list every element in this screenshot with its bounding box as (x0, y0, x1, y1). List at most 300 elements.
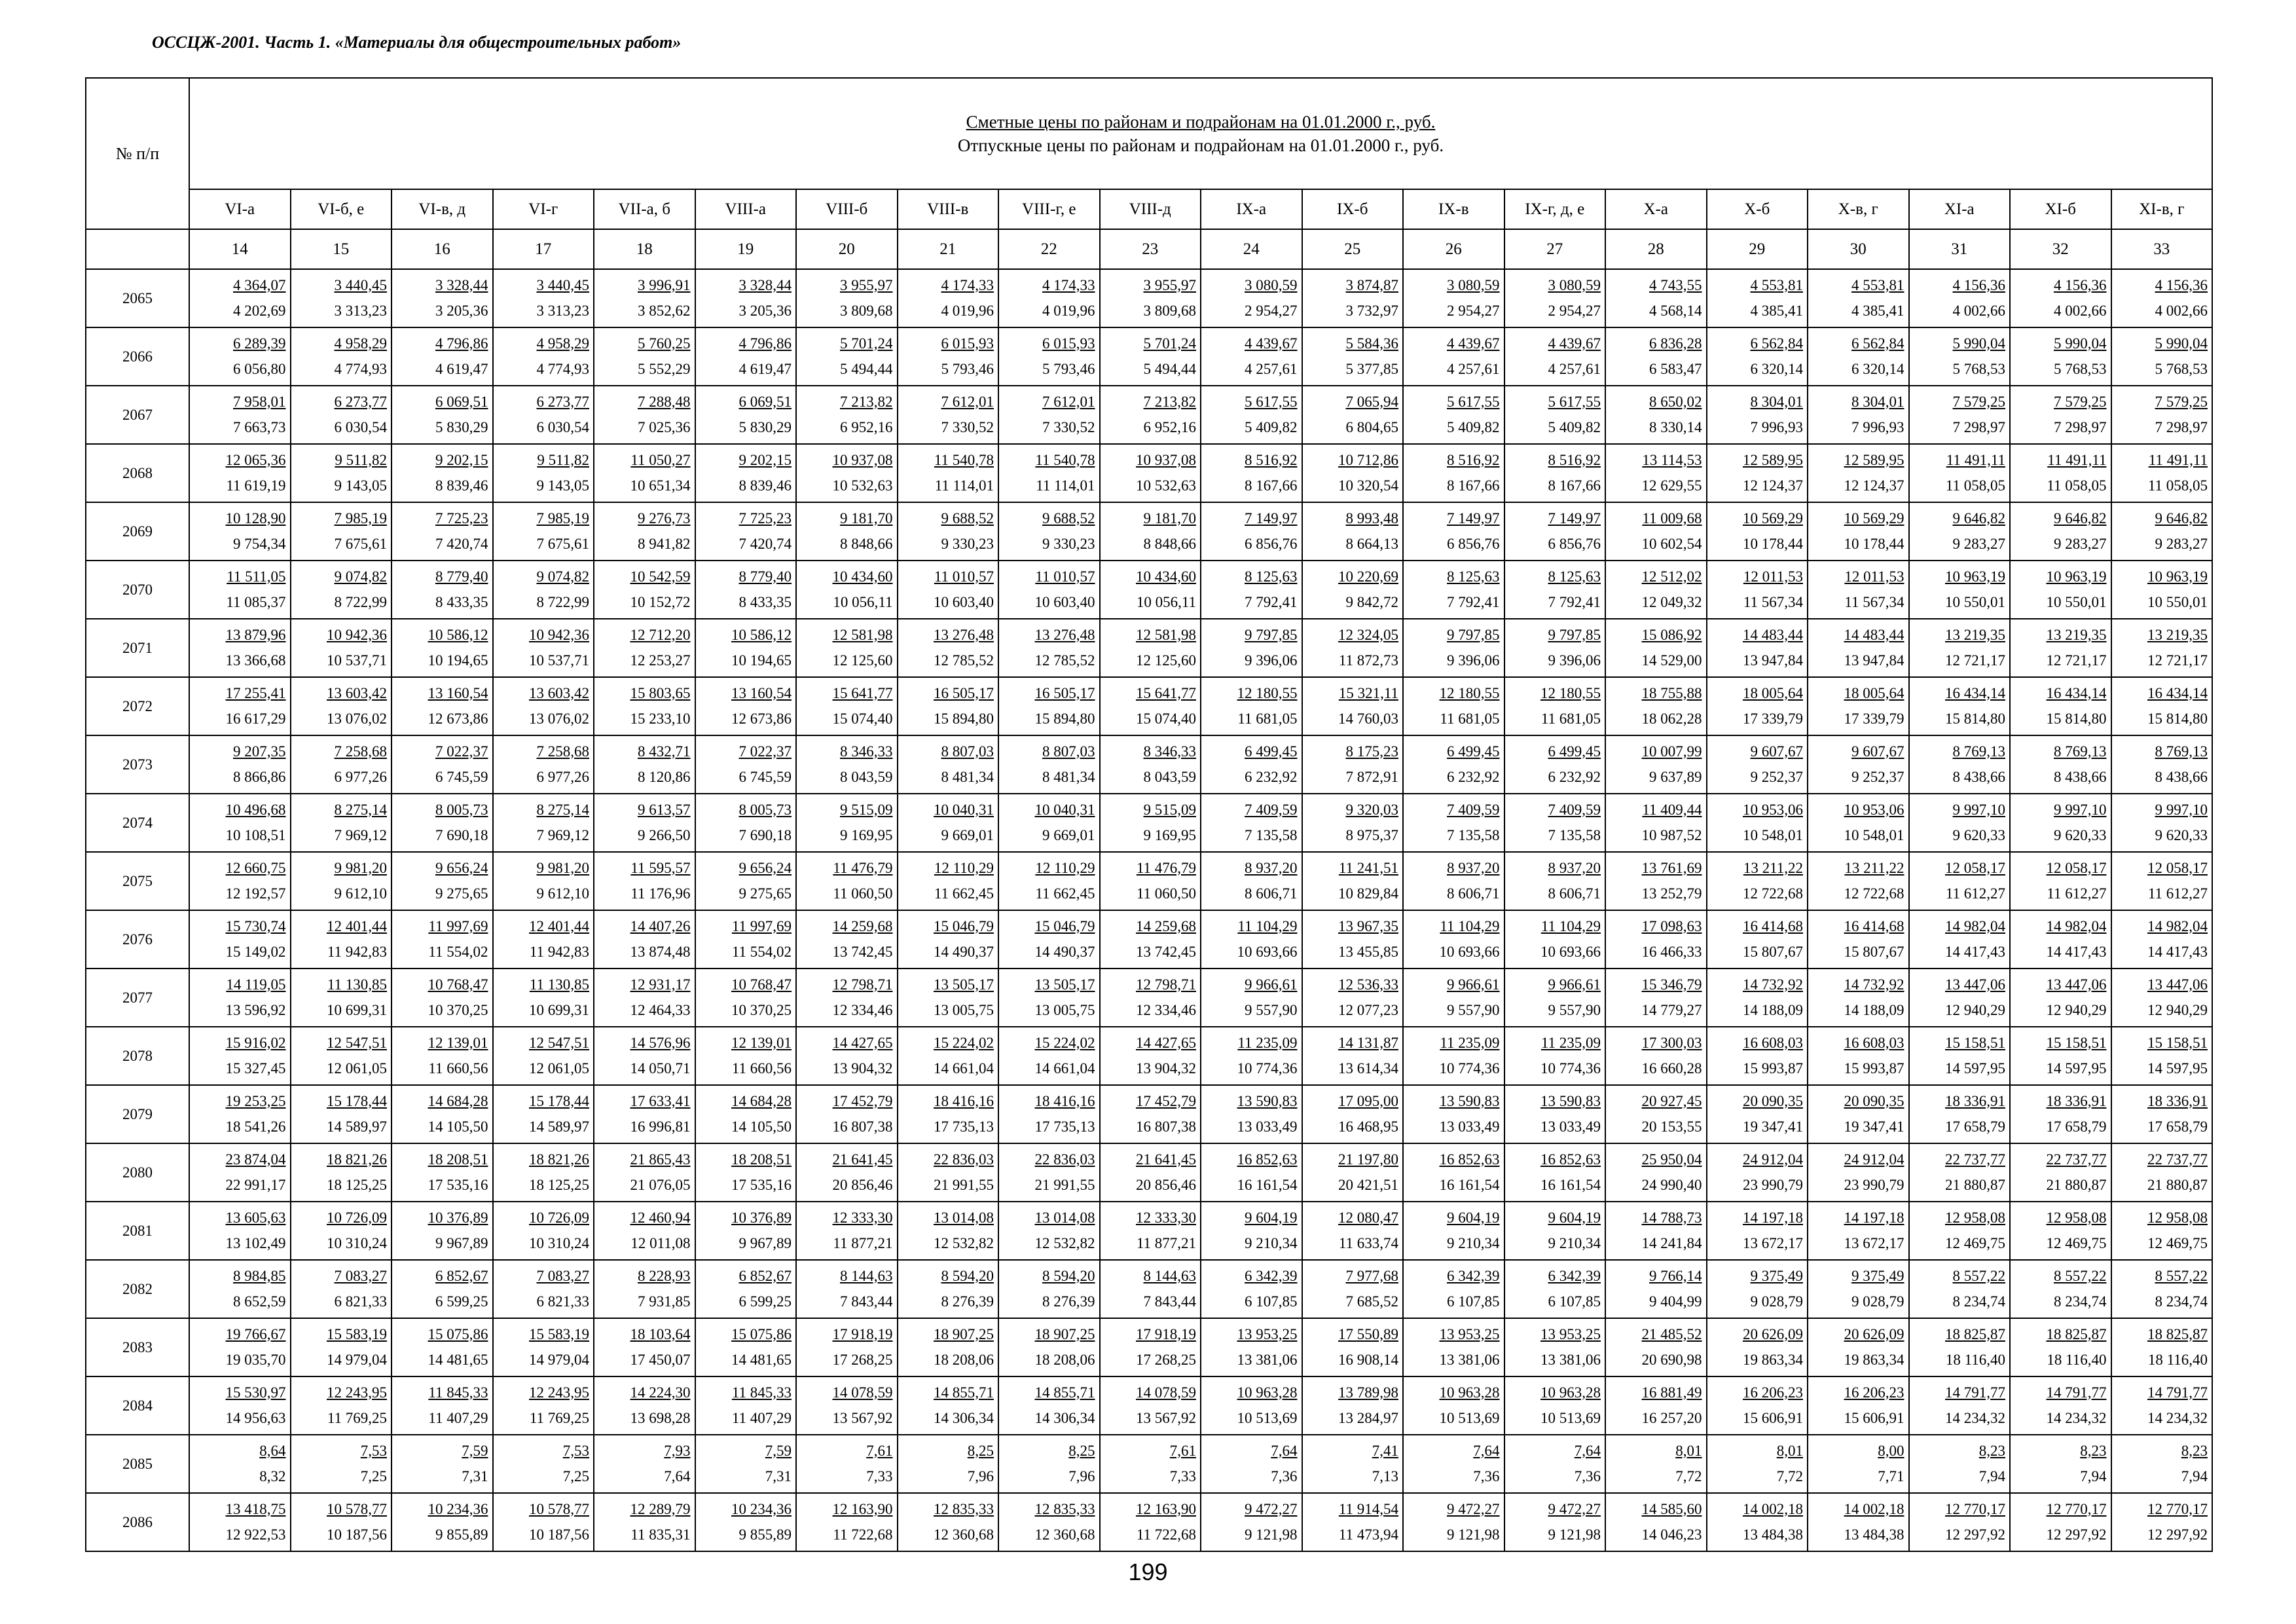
release-price: 4 019,96 (941, 302, 994, 319)
estimate-price: 22 836,03 (1034, 1151, 1095, 1168)
release-price: 3 313,23 (334, 302, 387, 319)
price-cell (1808, 910, 1909, 969)
price-cell (1808, 619, 1909, 677)
estimate-price: 10 963,19 (2147, 568, 2208, 585)
price-cell (1707, 561, 1808, 619)
release-price: 12 077,23 (1338, 1001, 1398, 1018)
release-price: 9 252,37 (1851, 768, 1904, 785)
estimate-price: 4 439,67 (1245, 335, 1298, 352)
price-cell (2111, 619, 2213, 677)
release-price: 6 583,47 (1649, 360, 1702, 377)
release-price: 7 996,93 (1851, 418, 1904, 435)
estimate-price: 12 324,05 (1338, 626, 1398, 643)
estimate-price: 17 633,41 (630, 1092, 691, 1109)
price-cell (998, 1435, 1100, 1493)
release-price: 9 330,23 (1042, 535, 1095, 552)
estimate-price: 15 046,79 (1034, 917, 1095, 934)
estimate-price: 11 235,09 (1440, 1034, 1500, 1051)
price-cell (695, 969, 797, 1027)
release-price: 7,72 (1675, 1467, 1702, 1485)
release-price: 7 298,97 (1952, 418, 2005, 435)
price-cell (1808, 1085, 1909, 1143)
release-price: 9 028,79 (1750, 1293, 1803, 1310)
estimate-price: 12 589,95 (1743, 451, 1803, 468)
price-cell (2111, 269, 2213, 327)
release-price: 10 178,44 (1844, 535, 1904, 552)
release-price: 21 880,87 (1945, 1176, 2005, 1193)
release-price: 16 161,54 (1439, 1176, 1500, 1193)
release-price: 7,71 (1878, 1467, 1904, 1485)
release-price: 14 979,04 (327, 1351, 387, 1368)
estimate-price: 9 202,15 (738, 451, 792, 468)
release-price: 8 234,74 (2155, 1293, 2208, 1310)
estimate-price: 8 557,22 (1952, 1267, 2005, 1284)
estimate-price: 11 845,33 (731, 1384, 792, 1401)
column-number: 22 (998, 229, 1100, 269)
release-price: 11 407,29 (731, 1409, 792, 1426)
price-cell (796, 1493, 898, 1551)
release-price: 21 076,05 (630, 1176, 691, 1193)
release-price: 16 617,29 (225, 710, 286, 727)
estimate-price: 18 825,87 (2147, 1325, 2208, 1342)
release-price: 9 754,34 (233, 535, 286, 552)
estimate-price: 9 797,85 (1548, 626, 1601, 643)
release-price: 17 535,16 (428, 1176, 488, 1193)
release-price: 11 612,27 (1945, 885, 2005, 902)
price-cell (1707, 444, 1808, 502)
price-cell (2111, 327, 2213, 386)
estimate-price: 11 235,09 (1540, 1034, 1601, 1051)
price-cell (1605, 735, 1707, 794)
release-price: 10 370,25 (428, 1001, 488, 1018)
release-price: 11 554,02 (428, 943, 488, 960)
release-price: 6 030,54 (334, 418, 387, 435)
estimate-price: 13 879,96 (225, 626, 286, 643)
release-price: 16 257,20 (1641, 1409, 1702, 1426)
price-cell (898, 386, 999, 444)
price-cell (898, 969, 999, 1027)
estimate-price: 7 083,27 (334, 1267, 387, 1284)
price-cell (392, 852, 493, 910)
price-cell (2010, 561, 2111, 619)
release-price: 9 967,89 (738, 1234, 792, 1251)
price-cell (2010, 794, 2111, 852)
release-price: 19 347,41 (1743, 1118, 1803, 1135)
price-cell (1100, 1085, 1201, 1143)
release-price: 10 550,01 (2046, 593, 2107, 610)
release-price: 9 210,34 (1447, 1234, 1500, 1251)
price-cell (291, 561, 392, 619)
release-price: 11 058,05 (2147, 477, 2208, 494)
price-cell (1302, 502, 1404, 561)
estimate-price: 7 065,94 (1345, 393, 1398, 410)
release-price: 11 681,05 (1540, 710, 1601, 727)
release-price: 10 774,36 (1540, 1060, 1601, 1077)
estimate-price: 18 416,16 (934, 1092, 994, 1109)
release-price: 7,31 (765, 1467, 792, 1485)
release-price: 4 385,41 (1851, 302, 1904, 319)
release-price: 11 722,68 (833, 1526, 893, 1543)
estimate-price: 8 275,14 (334, 801, 387, 818)
estimate-price: 14 791,77 (2147, 1384, 2208, 1401)
release-price: 15 606,91 (1743, 1409, 1803, 1426)
price-cell (1808, 1318, 1909, 1376)
release-price: 9 557,90 (1245, 1001, 1298, 1018)
price-cell (392, 794, 493, 852)
release-price: 16 161,54 (1237, 1176, 1298, 1193)
price-cell (594, 619, 695, 677)
price-cell (1302, 1318, 1404, 1376)
release-price: 14 956,63 (225, 1409, 286, 1426)
release-price: 10 699,31 (327, 1001, 387, 1018)
estimate-price: 18 336,91 (2147, 1092, 2208, 1109)
price-cell (493, 1260, 594, 1318)
release-price: 3 809,68 (1143, 302, 1196, 319)
release-price: 13 076,02 (327, 710, 387, 727)
release-price: 12 673,86 (731, 710, 792, 727)
price-cell (1302, 327, 1404, 386)
release-price: 11 060,50 (833, 885, 893, 902)
estimate-price: 23 874,04 (225, 1151, 286, 1168)
column-number: 29 (1707, 229, 1808, 269)
estimate-price: 11 104,29 (1440, 917, 1500, 934)
release-price: 13 076,02 (529, 710, 589, 727)
estimate-price: 14 732,92 (1844, 976, 1904, 993)
price-cell (2010, 619, 2111, 677)
estimate-price: 8 144,63 (1143, 1267, 1196, 1284)
release-price: 6 856,76 (1447, 535, 1500, 552)
price-cell (291, 1260, 392, 1318)
estimate-price: 8,01 (1776, 1442, 1803, 1459)
price-cell (898, 1202, 999, 1260)
price-cell (1909, 677, 2011, 735)
release-price: 17 339,79 (1743, 710, 1803, 727)
release-price: 14 597,95 (2046, 1060, 2107, 1077)
release-price: 12 125,60 (1136, 652, 1196, 669)
price-cell (1100, 1202, 1201, 1260)
estimate-price: 13 789,98 (1338, 1384, 1398, 1401)
release-price: 10 187,56 (327, 1526, 387, 1543)
estimate-price: 10 963,28 (1439, 1384, 1500, 1401)
release-price: 6 821,33 (334, 1293, 387, 1310)
price-cell (594, 1435, 695, 1493)
estimate-price: 4 439,67 (1447, 335, 1500, 352)
price-cell (1909, 910, 2011, 969)
price-cell (695, 269, 797, 327)
release-price: 20 690,98 (1641, 1351, 1702, 1368)
release-price: 7,25 (562, 1467, 589, 1485)
release-price: 14 597,95 (2147, 1060, 2208, 1077)
release-price: 20 421,51 (1338, 1176, 1398, 1193)
price-cell (2010, 969, 2111, 1027)
price-cell (594, 735, 695, 794)
release-price: 17 339,79 (1844, 710, 1904, 727)
estimate-price: 6 836,28 (1649, 335, 1702, 352)
price-cell (1808, 852, 1909, 910)
price-cell (2111, 969, 2213, 1027)
estimate-price: 6 852,67 (738, 1267, 792, 1284)
estimate-price: 18 208,51 (731, 1151, 792, 1168)
estimate-price: 4 553,81 (1851, 276, 1904, 293)
price-cell (1707, 1202, 1808, 1260)
estimate-price: 7,53 (360, 1442, 387, 1459)
estimate-price: 7,64 (1473, 1442, 1500, 1459)
estimate-price: 13 211,22 (1743, 859, 1803, 876)
release-price: 12 011,08 (630, 1234, 691, 1251)
price-cell (2111, 386, 2213, 444)
release-price: 13 252,79 (1641, 885, 1702, 902)
estimate-price: 9 375,49 (1750, 1267, 1803, 1284)
price-cell (1504, 794, 1606, 852)
price-cell (1909, 1202, 2011, 1260)
estimate-price: 13 590,83 (1540, 1092, 1601, 1109)
estimate-price: 11 104,29 (1540, 917, 1601, 934)
release-price: 18 541,26 (225, 1118, 286, 1135)
estimate-price: 12 589,95 (1844, 451, 1904, 468)
release-price: 7 675,61 (536, 535, 589, 552)
price-cell (1605, 444, 1707, 502)
price-cell (998, 619, 1100, 677)
estimate-price: 13 953,25 (1439, 1325, 1500, 1342)
estimate-price: 7 258,68 (536, 743, 589, 760)
release-price: 12 721,17 (1945, 652, 2005, 669)
price-cell (1100, 1143, 1201, 1202)
price-cell (1201, 910, 1302, 969)
estimate-price: 11 491,11 (2148, 451, 2208, 468)
release-price: 11 060,50 (1136, 885, 1196, 902)
release-price: 16 466,33 (1641, 943, 1702, 960)
row-number: 2078 (86, 1027, 189, 1085)
estimate-price: 8 175,23 (1345, 743, 1398, 760)
estimate-price: 12 139,01 (428, 1034, 488, 1051)
price-cell (1909, 561, 2011, 619)
row-number: 2073 (86, 735, 189, 794)
price-cell (1707, 910, 1808, 969)
row-number: 2085 (86, 1435, 189, 1493)
release-price: 10 693,66 (1540, 943, 1601, 960)
release-price: 7,25 (360, 1467, 387, 1485)
estimate-price: 14 224,30 (630, 1384, 691, 1401)
price-cell (1100, 444, 1201, 502)
estimate-price: 9 207,35 (233, 743, 286, 760)
header-row-caption (86, 78, 2212, 189)
estimate-price: 17 452,79 (832, 1092, 893, 1109)
estimate-price: 11 491,11 (1946, 451, 2005, 468)
price-cell (998, 502, 1100, 561)
release-price: 7 135,58 (1447, 826, 1500, 843)
estimate-price: 7 612,01 (941, 393, 994, 410)
release-price: 13 033,49 (1237, 1118, 1298, 1135)
price-cell (898, 677, 999, 735)
release-price: 10 693,66 (1237, 943, 1298, 960)
release-price: 14 188,09 (1844, 1001, 1904, 1018)
price-cell (1201, 502, 1302, 561)
estimate-price: 10 712,86 (1338, 451, 1398, 468)
price-cell (998, 1260, 1100, 1318)
release-price: 3 809,68 (840, 302, 893, 319)
price-cell (898, 619, 999, 677)
price-cell (2111, 1493, 2213, 1551)
estimate-price: 4 796,86 (738, 335, 792, 352)
estimate-price: 7 149,97 (1447, 509, 1500, 526)
price-cell (493, 1143, 594, 1202)
estimate-price: 3 080,59 (1548, 276, 1601, 293)
release-price: 12 334,46 (1136, 1001, 1196, 1018)
release-price: 8 276,39 (941, 1293, 994, 1310)
price-cell (1302, 1376, 1404, 1435)
release-price: 11 660,56 (428, 1060, 488, 1077)
release-price: 13 033,49 (1439, 1118, 1500, 1135)
price-cell (392, 910, 493, 969)
price-cell (189, 794, 291, 852)
price-cell (1808, 1493, 1909, 1551)
release-price: 8 481,34 (941, 768, 994, 785)
price-cell (189, 502, 291, 561)
estimate-price: 9 472,27 (1447, 1500, 1500, 1517)
release-price: 7 298,97 (2054, 418, 2107, 435)
estimate-price: 13 014,08 (1034, 1209, 1095, 1226)
release-price: 12 785,52 (934, 652, 994, 669)
estimate-price: 9 646,82 (2155, 509, 2208, 526)
release-price: 17 658,79 (2046, 1118, 2107, 1135)
price-cell (1403, 1085, 1504, 1143)
release-price: 9 669,01 (941, 826, 994, 843)
release-price: 9 842,72 (1345, 593, 1398, 610)
release-price: 9 283,27 (2155, 535, 2208, 552)
price-cell (1201, 619, 1302, 677)
price-cell (2111, 1027, 2213, 1085)
estimate-price: 11 130,85 (327, 976, 387, 993)
price-cell (695, 502, 797, 561)
column-number: 33 (2111, 229, 2213, 269)
row-number: 2069 (86, 502, 189, 561)
price-cell (493, 969, 594, 1027)
district-header: VI-б, е (291, 189, 392, 229)
estimate-price: 3 328,44 (435, 276, 488, 293)
release-price: 13 698,28 (630, 1409, 691, 1426)
row-number: 2066 (86, 327, 189, 386)
release-price: 11 114,01 (934, 477, 994, 494)
release-price: 10 194,65 (428, 652, 488, 669)
estimate-price: 9 511,82 (335, 451, 387, 468)
estimate-price: 13 505,17 (934, 976, 994, 993)
price-cell (1909, 969, 2011, 1027)
estimate-price: 13 603,42 (327, 684, 387, 701)
release-price: 12 049,32 (1641, 593, 1702, 610)
estimate-price: 12 180,55 (1237, 684, 1298, 701)
price-cell (392, 1027, 493, 1085)
estimate-price: 16 881,49 (1641, 1384, 1702, 1401)
price-cell (2010, 1143, 2111, 1202)
release-price: 7 298,97 (2155, 418, 2208, 435)
estimate-price: 8 304,01 (1750, 393, 1803, 410)
estimate-price: 14 684,28 (428, 1092, 488, 1109)
estimate-price: 9 472,27 (1548, 1500, 1601, 1517)
estimate-price: 9 074,82 (334, 568, 387, 585)
price-cell (291, 910, 392, 969)
estimate-price: 17 098,63 (1641, 917, 1702, 934)
price-cell (1201, 269, 1302, 327)
release-price: 7,36 (1574, 1467, 1601, 1485)
price-cell (2010, 1493, 2111, 1551)
estimate-price: 10 569,29 (1743, 509, 1803, 526)
price-cell (189, 852, 291, 910)
estimate-price: 9 797,85 (1245, 626, 1298, 643)
release-price: 12 192,57 (225, 885, 286, 902)
price-cell (1403, 794, 1504, 852)
release-price: 6 745,59 (435, 768, 488, 785)
estimate-price: 12 512,02 (1641, 568, 1702, 585)
price-cell (1403, 269, 1504, 327)
estimate-price: 14 259,68 (1136, 917, 1196, 934)
estimate-price: 8 984,85 (233, 1267, 286, 1284)
estimate-price: 14 483,44 (1844, 626, 1904, 643)
row-number: 2079 (86, 1085, 189, 1143)
release-price: 4 385,41 (1750, 302, 1803, 319)
price-cell (1201, 1376, 1302, 1435)
release-price: 13 596,92 (225, 1001, 286, 1018)
release-price: 5 552,29 (638, 360, 691, 377)
release-price: 24 990,40 (1641, 1176, 1702, 1193)
estimate-price: 16 434,14 (2046, 684, 2107, 701)
estimate-price: 16 414,68 (1844, 917, 1904, 934)
estimate-price: 10 963,28 (1540, 1384, 1601, 1401)
price-cell (2010, 386, 2111, 444)
estimate-price: 6 342,39 (1245, 1267, 1298, 1284)
header-row-districts (86, 189, 2212, 229)
release-price: 9 396,06 (1245, 652, 1298, 669)
price-cell (898, 910, 999, 969)
release-price: 9 169,95 (840, 826, 893, 843)
estimate-price: 14 982,04 (2046, 917, 2107, 934)
release-price: 9 620,33 (2155, 826, 2208, 843)
release-price: 6 232,92 (1245, 768, 1298, 785)
release-price: 11 554,02 (731, 943, 792, 960)
estimate-price: 10 434,60 (832, 568, 893, 585)
price-cell (291, 1202, 392, 1260)
price-cell (1504, 735, 1606, 794)
release-price: 14 306,34 (1034, 1409, 1095, 1426)
price-cell (1403, 1376, 1504, 1435)
estimate-price: 6 015,93 (1042, 335, 1095, 352)
release-price: 15 993,87 (1743, 1060, 1803, 1077)
estimate-price: 10 937,08 (1136, 451, 1196, 468)
price-cell (695, 619, 797, 677)
estimate-price: 10 963,19 (2046, 568, 2107, 585)
price-cell (493, 677, 594, 735)
column-number: 20 (796, 229, 898, 269)
estimate-price: 5 701,24 (1143, 335, 1196, 352)
estimate-price: 10 963,19 (1945, 568, 2005, 585)
release-price: 8 606,71 (1447, 885, 1500, 902)
release-price: 6 821,33 (536, 1293, 589, 1310)
release-price: 12 125,60 (832, 652, 893, 669)
estimate-price: 10 040,31 (934, 801, 994, 818)
price-cell (594, 1085, 695, 1143)
price-cell (291, 1493, 392, 1551)
estimate-price: 10 234,36 (428, 1500, 488, 1517)
release-price: 4 202,69 (233, 302, 286, 319)
price-cell (189, 1143, 291, 1202)
estimate-price: 21 865,43 (630, 1151, 691, 1168)
table-row (86, 269, 2212, 327)
table-row (86, 794, 2212, 852)
release-price: 15 074,40 (832, 710, 893, 727)
release-price: 10 194,65 (731, 652, 792, 669)
price-cell (1201, 969, 1302, 1027)
estimate-price: 10 953,06 (1743, 801, 1803, 818)
price-cell (1100, 1027, 1201, 1085)
